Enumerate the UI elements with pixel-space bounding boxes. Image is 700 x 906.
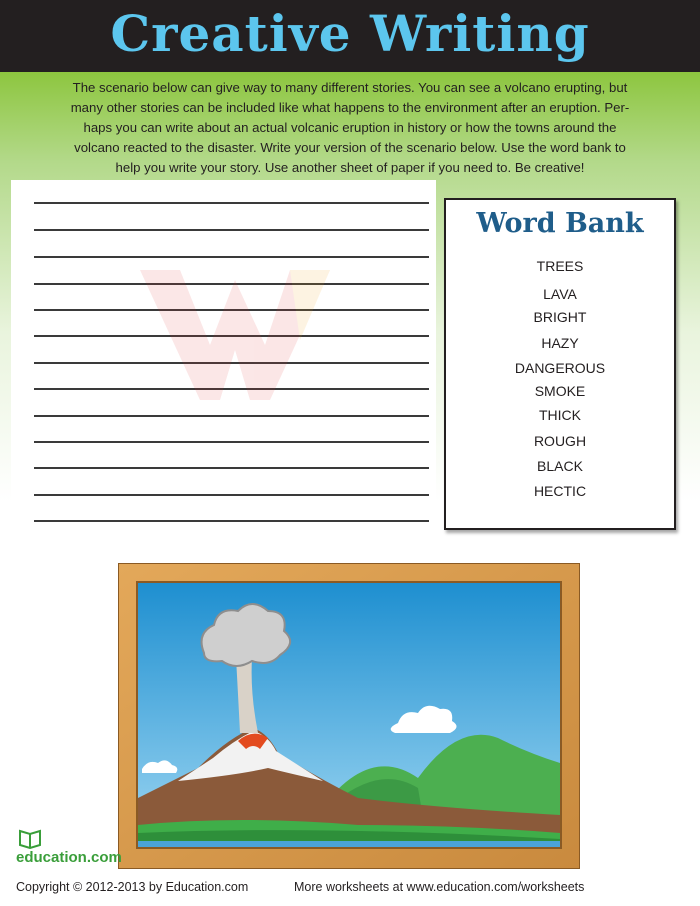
more-worksheets-link[interactable]: More worksheets at www.education.com/worksheets	[294, 880, 585, 894]
intro-line: many other stories can be included like what happens to the environment after an eruption. Per-	[70, 100, 630, 115]
copyright-text: Copyright © 2012-2013 by Education.com	[16, 880, 249, 894]
writing-line	[34, 467, 429, 469]
writing-line	[34, 309, 429, 311]
writing-line	[34, 256, 429, 258]
volcano-illustration	[118, 563, 580, 869]
word-bank-item: BLACK	[537, 458, 583, 474]
writing-area[interactable]	[11, 180, 436, 535]
word-bank-item: HECTIC	[533, 483, 587, 499]
logo-suffix: .com	[86, 849, 122, 866]
intro-line: haps you can write about an actual volcanic eruption in history or how the towns around the	[83, 120, 617, 135]
writing-line	[34, 441, 429, 443]
writing-line	[34, 283, 429, 285]
intro-line: volcano reacted to the disaster. Write your version of the scenario below. Use the word bank to	[74, 140, 626, 155]
word-bank-box	[444, 198, 676, 530]
writing-line	[34, 202, 429, 204]
page-title: Creative Writing	[110, 4, 590, 63]
word-bank-item: HAZY	[541, 335, 579, 351]
writing-line	[34, 229, 429, 231]
intro-text	[30, 78, 670, 178]
writing-line	[34, 494, 429, 496]
writing-line	[34, 415, 429, 417]
word-bank-item: ROUGH	[533, 433, 587, 449]
education-logo	[16, 825, 122, 870]
word-bank-item: SMOKE	[534, 383, 586, 399]
word-bank-title: Word Bank	[476, 208, 644, 239]
logo-name: education	[16, 849, 87, 866]
word-bank-item: TREES	[536, 258, 584, 274]
word-bank-item: DANGEROUS	[514, 360, 606, 376]
writing-line	[34, 335, 429, 337]
word-bank-item: LAVA	[543, 286, 577, 302]
writing-line	[34, 520, 429, 522]
writing-line	[34, 388, 429, 390]
logo-text	[16, 849, 122, 866]
word-bank-item: THICK	[539, 407, 581, 423]
intro-line: help you write your story. Use another sheet of paper if you need to. Be creative!	[115, 160, 585, 175]
writing-line	[34, 362, 429, 364]
intro-line: The scenario below can give way to many different stories. You can see a volcano erupting, but	[72, 80, 628, 95]
word-bank-item: BRIGHT	[533, 309, 587, 325]
book-icon	[16, 825, 46, 849]
